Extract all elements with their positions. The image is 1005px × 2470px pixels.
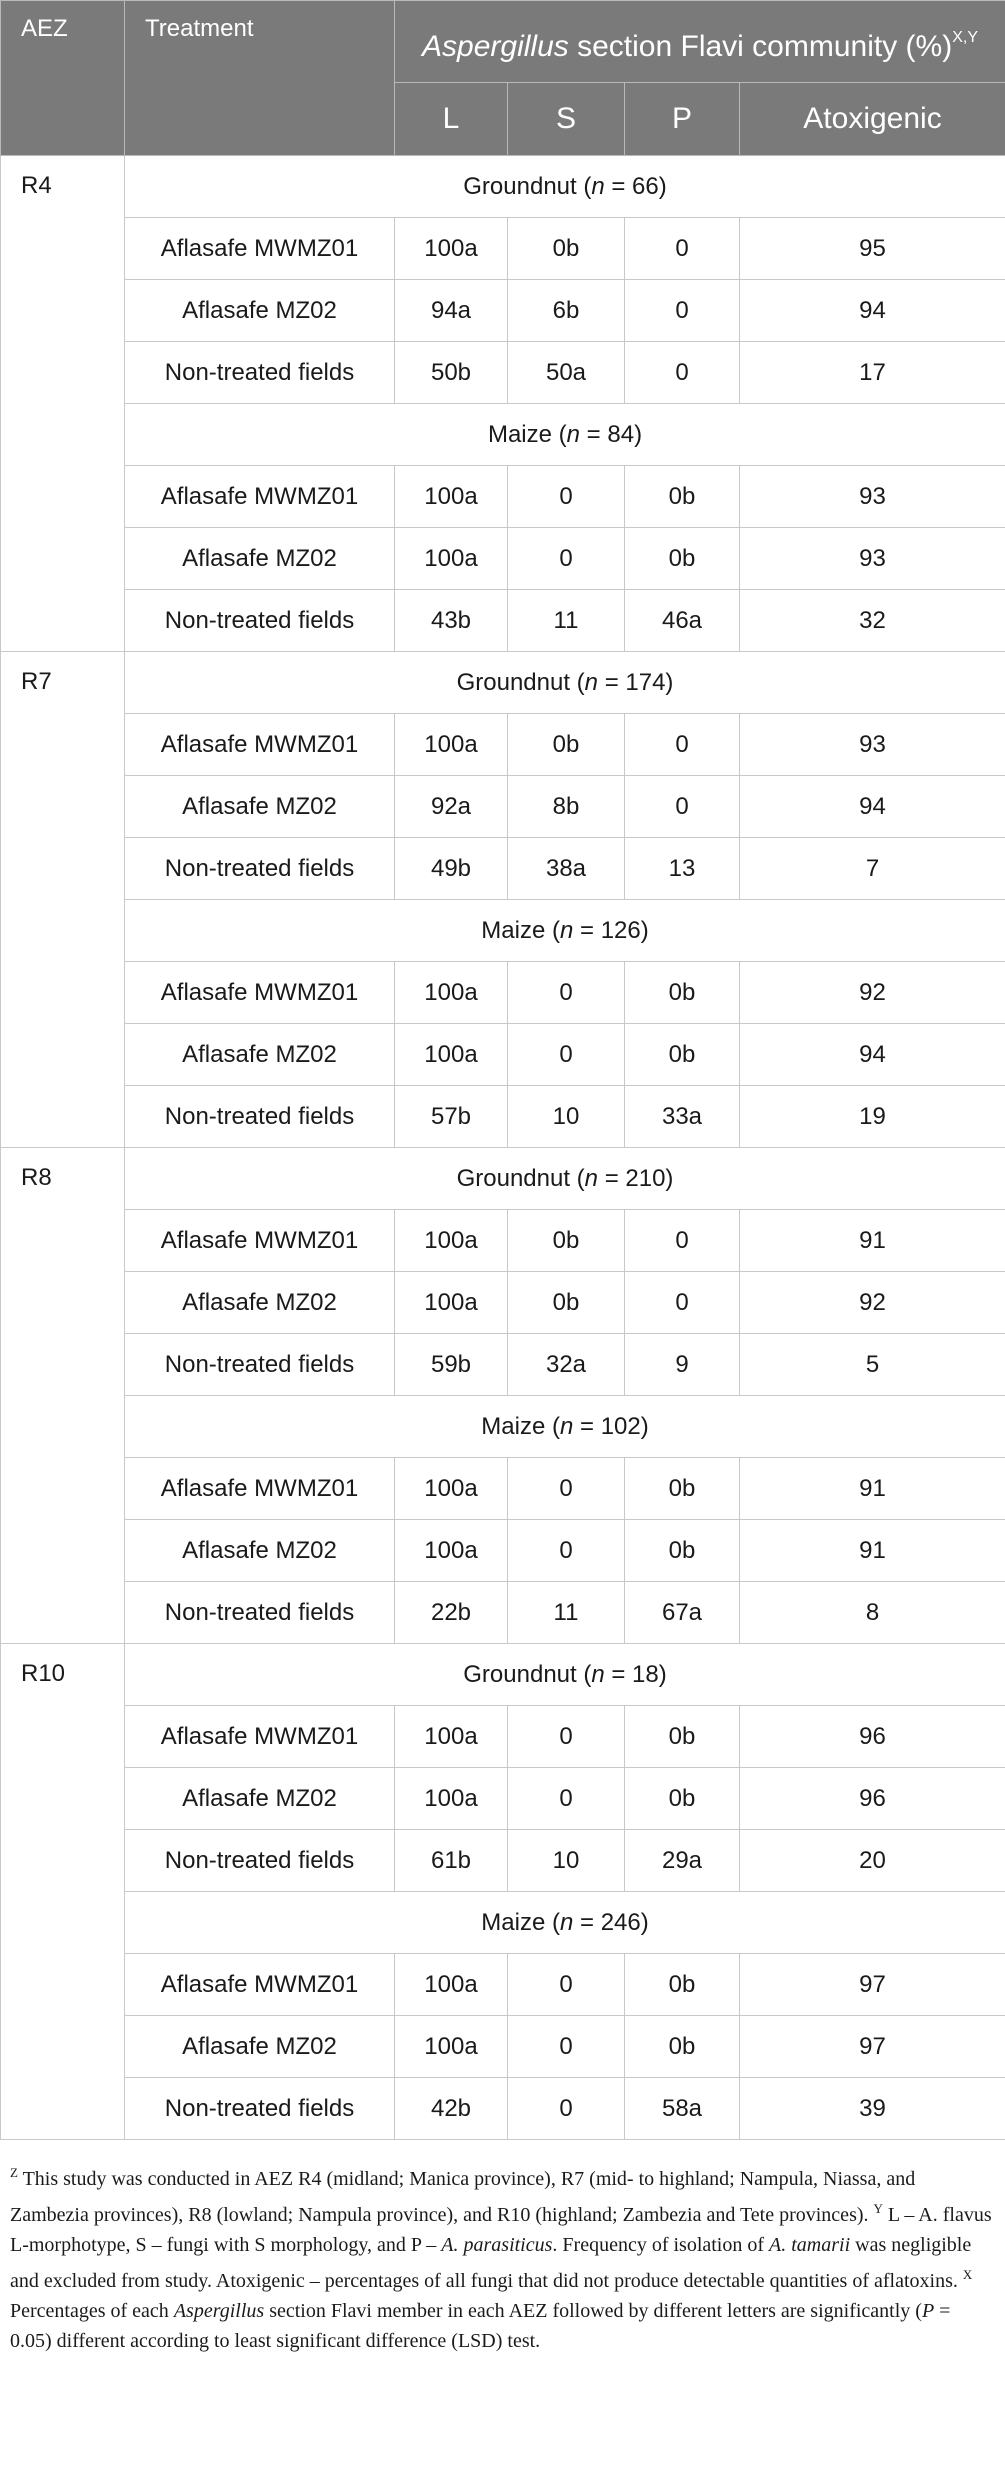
footnote-y-text-3: was negligible and excluded from study. Atoxigenic – percentages of all fungi that did not produce detectable quantities of aflatoxins. — [10, 2234, 972, 2292]
table-header — [1, 1, 1005, 156]
crop-n-value: = 66) — [604, 172, 667, 200]
p-cell: 0 — [625, 776, 740, 838]
l-cell: 92a — [395, 776, 508, 838]
treatment-cell: Aflasafe MWMZ01 — [125, 466, 395, 528]
header-l: L — [395, 83, 508, 156]
s-cell: 0 — [508, 962, 625, 1024]
s-cell: 38a — [508, 838, 625, 900]
atoxigenic-cell: 94 — [740, 1024, 1005, 1086]
l-cell: 100a — [395, 1272, 508, 1334]
atoxigenic-cell: 8 — [740, 1582, 1005, 1644]
atoxigenic-cell: 17 — [740, 342, 1005, 404]
crop-label — [125, 1148, 1005, 1210]
treatment-cell: Aflasafe MZ02 — [125, 1024, 395, 1086]
s-cell: 11 — [508, 1582, 625, 1644]
footnote-y-text-2: . Frequency of isolation of — [552, 2234, 770, 2256]
table-row — [1, 1582, 1005, 1644]
treatment-cell: Non-treated fields — [125, 342, 395, 404]
p-cell: 0b — [625, 962, 740, 1024]
crop-header-row — [1, 156, 1005, 218]
crop-n-label: n — [559, 916, 574, 944]
crop-name: Maize ( — [481, 1908, 560, 1936]
atoxigenic-cell: 97 — [740, 1954, 1005, 2016]
treatment-cell: Non-treated fields — [125, 1334, 395, 1396]
treatment-cell: Aflasafe MWMZ01 — [125, 1706, 395, 1768]
p-cell: 0b — [625, 1458, 740, 1520]
header-group-footnote-mark: X,Y — [952, 29, 978, 46]
l-cell: 100a — [395, 1520, 508, 1582]
crop-label — [125, 900, 1005, 962]
crop-header-row — [1, 900, 1005, 962]
s-cell: 0 — [508, 466, 625, 528]
atoxigenic-cell: 93 — [740, 528, 1005, 590]
treatment-cell: Aflasafe MWMZ01 — [125, 1458, 395, 1520]
l-cell: 43b — [395, 590, 508, 652]
treatment-cell: Aflasafe MZ02 — [125, 1768, 395, 1830]
s-cell: 10 — [508, 1830, 625, 1892]
header-atoxigenic: Atoxigenic — [740, 83, 1005, 156]
l-cell: 100a — [395, 714, 508, 776]
p-cell: 0b — [625, 2016, 740, 2078]
s-cell: 0b — [508, 714, 625, 776]
p-cell: 0b — [625, 528, 740, 590]
crop-name: Maize ( — [481, 1412, 560, 1440]
l-cell: 42b — [395, 2078, 508, 2140]
p-cell: 0b — [625, 1768, 740, 1830]
s-cell: 8b — [508, 776, 625, 838]
s-cell: 0 — [508, 1768, 625, 1830]
table-row — [1, 342, 1005, 404]
crop-name: Maize ( — [481, 916, 560, 944]
table-row — [1, 2078, 1005, 2140]
crop-n-value: = 210) — [598, 1164, 674, 1192]
p-cell: 0 — [625, 1272, 740, 1334]
s-cell: 0 — [508, 2078, 625, 2140]
atoxigenic-cell: 39 — [740, 2078, 1005, 2140]
atoxigenic-cell: 94 — [740, 280, 1005, 342]
crop-name: Groundnut ( — [463, 1660, 592, 1688]
treatment-cell: Aflasafe MZ02 — [125, 1520, 395, 1582]
l-cell: 59b — [395, 1334, 508, 1396]
crop-n-value: = 174) — [598, 668, 674, 696]
treatment-cell: Aflasafe MWMZ01 — [125, 1210, 395, 1272]
crop-name: Groundnut ( — [456, 1164, 585, 1192]
p-cell: 0b — [625, 466, 740, 528]
p-cell: 0b — [625, 1706, 740, 1768]
s-cell: 0 — [508, 2016, 625, 2078]
footnote-z-mark: Z — [10, 2165, 18, 2180]
table-row — [1, 1272, 1005, 1334]
crop-label — [125, 156, 1005, 218]
p-cell: 0 — [625, 218, 740, 280]
l-cell: 100a — [395, 1954, 508, 2016]
table-row — [1, 2016, 1005, 2078]
crop-header-row — [1, 652, 1005, 714]
crop-name: Maize ( — [487, 420, 567, 448]
aez-cell: R10 — [1, 1644, 125, 2140]
l-cell: 100a — [395, 1458, 508, 1520]
footnote-y-mark: Y — [873, 2201, 883, 2216]
s-cell: 50a — [508, 342, 625, 404]
table-row — [1, 1706, 1005, 1768]
table-row — [1, 528, 1005, 590]
crop-n-value: = 102) — [573, 1412, 649, 1440]
table-row — [1, 714, 1005, 776]
table-body — [1, 156, 1005, 2140]
table-row — [1, 1830, 1005, 1892]
crop-n-value: = 84) — [580, 420, 643, 448]
table-row — [1, 280, 1005, 342]
treatment-cell: Non-treated fields — [125, 1830, 395, 1892]
atoxigenic-cell: 20 — [740, 1830, 1005, 1892]
p-cell: 0 — [625, 280, 740, 342]
aez-cell: R4 — [1, 156, 125, 652]
treatment-cell: Aflasafe MZ02 — [125, 776, 395, 838]
atoxigenic-cell: 91 — [740, 1458, 1005, 1520]
s-cell: 10 — [508, 1086, 625, 1148]
table-row — [1, 838, 1005, 900]
l-cell: 50b — [395, 342, 508, 404]
treatment-cell: Non-treated fields — [125, 2078, 395, 2140]
l-cell: 100a — [395, 528, 508, 590]
crop-label — [125, 652, 1005, 714]
p-cell: 67a — [625, 1582, 740, 1644]
table-row — [1, 590, 1005, 652]
atoxigenic-cell: 96 — [740, 1768, 1005, 1830]
s-cell: 0 — [508, 1024, 625, 1086]
l-cell: 100a — [395, 1210, 508, 1272]
p-cell: 13 — [625, 838, 740, 900]
header-community-group — [395, 1, 1005, 83]
table-row — [1, 1086, 1005, 1148]
atoxigenic-cell: 96 — [740, 1706, 1005, 1768]
header-p: P — [625, 83, 740, 156]
table-row — [1, 1024, 1005, 1086]
atoxigenic-cell: 7 — [740, 838, 1005, 900]
crop-n-value: = 126) — [573, 916, 649, 944]
s-cell: 0b — [508, 218, 625, 280]
table-row — [1, 466, 1005, 528]
crop-label — [125, 1644, 1005, 1706]
crop-n-value: = 18) — [604, 1660, 667, 1688]
treatment-cell: Aflasafe MZ02 — [125, 528, 395, 590]
p-cell: 9 — [625, 1334, 740, 1396]
table-row — [1, 1334, 1005, 1396]
atoxigenic-cell: 97 — [740, 2016, 1005, 2078]
footnote-x-text-3: = 0.05) different according to least significant difference (LSD) test. — [10, 2300, 951, 2352]
header-group-text: section Flavi community (%) — [568, 30, 953, 63]
l-cell: 49b — [395, 838, 508, 900]
l-cell: 100a — [395, 1706, 508, 1768]
crop-header-row — [1, 1644, 1005, 1706]
table-row — [1, 218, 1005, 280]
crop-label — [125, 1892, 1005, 1954]
l-cell: 100a — [395, 1768, 508, 1830]
atoxigenic-cell: 94 — [740, 776, 1005, 838]
p-cell: 0 — [625, 714, 740, 776]
crop-n-label: n — [559, 1412, 574, 1440]
s-cell: 0 — [508, 1706, 625, 1768]
s-cell: 6b — [508, 280, 625, 342]
treatment-cell: Non-treated fields — [125, 1086, 395, 1148]
footnote-y-italic: A. parasiticus — [441, 2234, 553, 2256]
crop-n-label: n — [591, 172, 605, 200]
atoxigenic-cell: 91 — [740, 1520, 1005, 1582]
aez-cell: R8 — [1, 1148, 125, 1644]
treatment-cell: Aflasafe MZ02 — [125, 2016, 395, 2078]
crop-name: Groundnut ( — [456, 668, 585, 696]
crop-label — [125, 404, 1005, 466]
crop-header-row — [1, 1148, 1005, 1210]
crop-header-row — [1, 404, 1005, 466]
atoxigenic-cell: 5 — [740, 1334, 1005, 1396]
header-genus: Aspergillus — [422, 30, 569, 63]
l-cell: 100a — [395, 1024, 508, 1086]
footnote-x-italic: Aspergillus — [173, 2300, 265, 2322]
atoxigenic-cell: 92 — [740, 1272, 1005, 1334]
crop-n-label: n — [584, 1164, 599, 1192]
footnote-x-mark: X — [962, 2267, 973, 2282]
s-cell: 0b — [508, 1272, 625, 1334]
treatment-cell: Non-treated fields — [125, 838, 395, 900]
footnote-z-text: This study was conducted in AEZ R4 (midland; Manica province), R7 (mid- to highland; Nampula, Niassa, and Zambezia provinces), R8 (lowland; Nampula province), and R10 (highland; Zambezia and Tete provinces). — [10, 2168, 916, 2226]
treatment-cell: Non-treated fields — [125, 590, 395, 652]
table-row — [1, 1520, 1005, 1582]
p-cell: 46a — [625, 590, 740, 652]
l-cell: 57b — [395, 1086, 508, 1148]
crop-label — [125, 1396, 1005, 1458]
table-row — [1, 1768, 1005, 1830]
crop-name: Groundnut ( — [463, 172, 592, 200]
crop-n-value: = 246) — [573, 1908, 649, 1936]
l-cell: 100a — [395, 466, 508, 528]
crop-n-label: n — [591, 1660, 605, 1688]
crop-n-label: n — [559, 1908, 574, 1936]
l-cell: 61b — [395, 1830, 508, 1892]
atoxigenic-cell: 93 — [740, 714, 1005, 776]
p-cell: 0 — [625, 342, 740, 404]
footnote-x-text-2: section Flavi member in each AEZ followed by different letters are significantly ( — [264, 2300, 922, 2322]
atoxigenic-cell: 32 — [740, 590, 1005, 652]
treatment-cell: Non-treated fields — [125, 1582, 395, 1644]
atoxigenic-cell: 95 — [740, 218, 1005, 280]
atoxigenic-cell: 93 — [740, 466, 1005, 528]
crop-header-row — [1, 1892, 1005, 1954]
header-s: S — [508, 83, 625, 156]
atoxigenic-cell: 92 — [740, 962, 1005, 1024]
footnote-y-italic-2: A. tamarii — [769, 2234, 851, 2256]
header-aez: AEZ — [1, 1, 125, 156]
treatment-cell: Aflasafe MZ02 — [125, 1272, 395, 1334]
p-cell: 0b — [625, 1954, 740, 2016]
s-cell: 11 — [508, 590, 625, 652]
table-row — [1, 1954, 1005, 2016]
footnote-x-text-1: Percentages of each — [10, 2300, 174, 2322]
treatment-cell: Aflasafe MWMZ01 — [125, 714, 395, 776]
p-cell: 0b — [625, 1024, 740, 1086]
crop-n-label: n — [584, 668, 599, 696]
l-cell: 100a — [395, 962, 508, 1024]
aez-cell: R7 — [1, 652, 125, 1148]
p-cell: 0 — [625, 1210, 740, 1272]
crop-n-label: n — [566, 420, 581, 448]
table-row — [1, 1210, 1005, 1272]
s-cell: 0 — [508, 1954, 625, 2016]
l-cell: 100a — [395, 2016, 508, 2078]
s-cell: 32a — [508, 1334, 625, 1396]
table-row — [1, 962, 1005, 1024]
l-cell: 94a — [395, 280, 508, 342]
treatment-cell: Aflasafe MZ02 — [125, 280, 395, 342]
footnotes — [0, 2140, 1005, 2356]
footnote-x-italic-p: P — [921, 2300, 935, 2322]
atoxigenic-cell: 91 — [740, 1210, 1005, 1272]
treatment-cell: Aflasafe MWMZ01 — [125, 218, 395, 280]
atoxigenic-cell: 19 — [740, 1086, 1005, 1148]
treatment-cell: Aflasafe MWMZ01 — [125, 1954, 395, 2016]
s-cell: 0 — [508, 1520, 625, 1582]
table-row — [1, 1458, 1005, 1520]
p-cell: 0b — [625, 1520, 740, 1582]
crop-header-row — [1, 1396, 1005, 1458]
p-cell: 58a — [625, 2078, 740, 2140]
treatment-cell: Aflasafe MWMZ01 — [125, 962, 395, 1024]
table-row — [1, 776, 1005, 838]
s-cell: 0b — [508, 1210, 625, 1272]
s-cell: 0 — [508, 528, 625, 590]
s-cell: 0 — [508, 1458, 625, 1520]
header-treatment: Treatment — [125, 1, 395, 156]
l-cell: 100a — [395, 218, 508, 280]
l-cell: 22b — [395, 1582, 508, 1644]
p-cell: 33a — [625, 1086, 740, 1148]
p-cell: 29a — [625, 1830, 740, 1892]
footnote-y-text-1: L – A. flavus L-morphotype, S – fungi with S morphology, and P – — [10, 2204, 992, 2256]
